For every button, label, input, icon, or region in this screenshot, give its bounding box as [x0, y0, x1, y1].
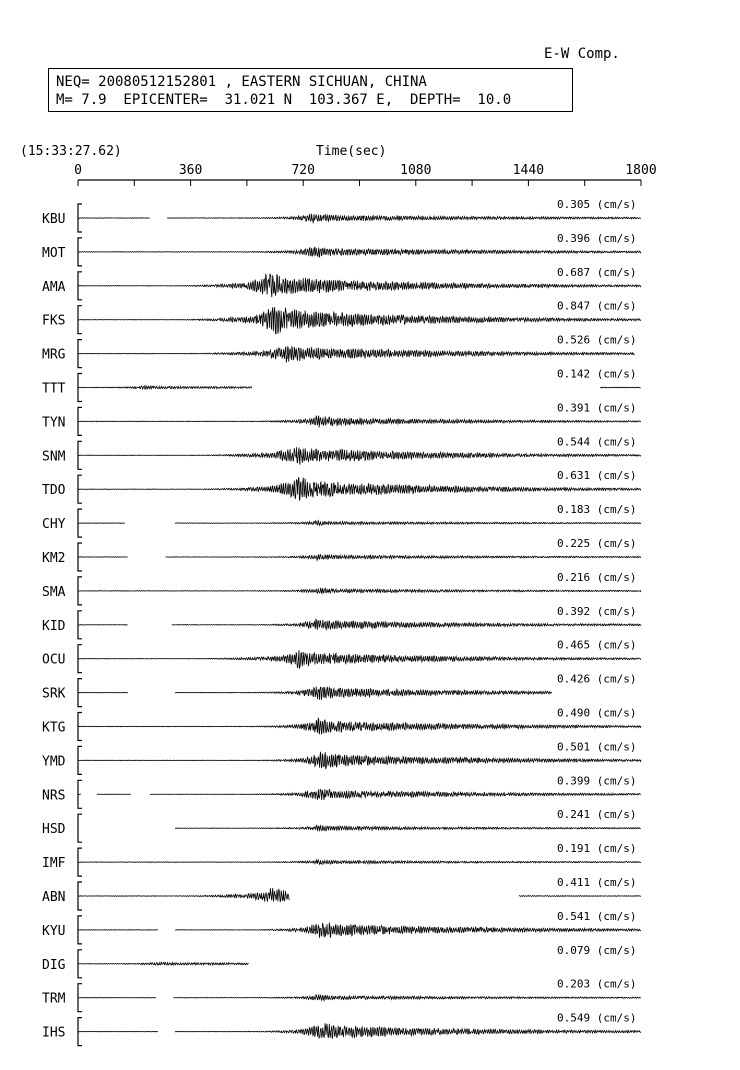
- waveform-trace: [78, 386, 641, 389]
- station-code: NRS: [42, 788, 66, 804]
- max-amplitude-label: 0.241 (cm/s): [557, 808, 637, 822]
- waveform-trace: [78, 789, 641, 800]
- max-amplitude-label: 0.391 (cm/s): [557, 401, 637, 415]
- waveform-trace: [78, 752, 641, 769]
- station-code: KBU: [42, 212, 66, 227]
- waveform-trace: [78, 416, 641, 428]
- waveform-trace: [78, 447, 641, 464]
- max-amplitude-label: 0.526 (cm/s): [557, 333, 637, 347]
- event-line-1: NEQ= 20080512152801 , EASTERN SICHUAN, CHINA: [56, 74, 427, 90]
- x-tick-label: 1440: [512, 163, 545, 178]
- trace-bracket: [78, 814, 82, 842]
- station-code: KID: [42, 618, 66, 634]
- waveform-trace: [78, 521, 641, 526]
- max-amplitude-label: 0.396 (cm/s): [557, 231, 637, 245]
- x-tick-label: 0: [74, 163, 82, 178]
- waveform-trace: [78, 860, 641, 865]
- max-amplitude-label: 0.216 (cm/s): [557, 570, 637, 584]
- max-amplitude-label: 0.465 (cm/s): [557, 638, 637, 652]
- station-code: IMF: [42, 856, 66, 872]
- station-code: TDO: [42, 483, 66, 499]
- station-code: YMD: [42, 754, 66, 770]
- max-amplitude-label: 0.847 (cm/s): [557, 299, 637, 313]
- station-code: OCU: [42, 652, 66, 668]
- waveform-trace: [78, 619, 641, 630]
- waveform-trace: [78, 718, 641, 734]
- max-amplitude-label: 0.399 (cm/s): [557, 774, 637, 788]
- station-code: IHS: [42, 1025, 66, 1041]
- station-code: ABN: [42, 890, 66, 905]
- station-code: TRM: [42, 991, 66, 1007]
- max-amplitude-label: 0.142 (cm/s): [557, 367, 637, 381]
- station-code: KTG: [42, 720, 66, 736]
- station-code: HSD: [42, 822, 66, 838]
- station-code: TYN: [42, 415, 66, 431]
- x-tick-label: 360: [178, 163, 203, 178]
- station-code: FKS: [42, 313, 66, 329]
- waveform-trace: [78, 554, 641, 560]
- max-amplitude-label: 0.203 (cm/s): [557, 977, 637, 991]
- max-amplitude-label: 0.631 (cm/s): [557, 469, 637, 483]
- max-amplitude-label: 0.392 (cm/s): [557, 604, 637, 618]
- max-amplitude-label: 0.501 (cm/s): [557, 740, 637, 754]
- waveform-trace: [78, 923, 641, 938]
- x-tick-label: 720: [291, 163, 315, 178]
- max-amplitude-label: 0.490 (cm/s): [557, 706, 637, 720]
- x-tick-label: 1800: [625, 163, 657, 178]
- waveform-trace: [78, 962, 248, 965]
- station-code: KYU: [42, 923, 66, 939]
- max-amplitude-label: 0.426 (cm/s): [557, 672, 637, 686]
- station-code: MOT: [42, 245, 66, 261]
- station-code: TTT: [42, 381, 66, 397]
- max-amplitude-label: 0.191 (cm/s): [557, 842, 637, 856]
- max-amplitude-label: 0.305 (cm/s): [557, 198, 637, 211]
- waveform-trace: [78, 995, 641, 1001]
- max-amplitude-label: 0.687 (cm/s): [557, 265, 637, 279]
- max-amplitude-label: 0.225 (cm/s): [557, 537, 637, 550]
- waveform-trace: [78, 650, 641, 668]
- start-time-label: (15:33:27.62): [20, 144, 122, 159]
- component-label: E-W Comp.: [544, 46, 620, 62]
- waveform-trace: [78, 1023, 641, 1038]
- station-code: DIG: [42, 957, 66, 973]
- waveform-trace: [78, 687, 552, 700]
- max-amplitude-label: 0.541 (cm/s): [557, 909, 637, 923]
- x-axis-label: Time(sec): [316, 144, 387, 159]
- max-amplitude-label: 0.411 (cm/s): [557, 876, 637, 889]
- waveform-trace: [78, 346, 634, 362]
- waveform-trace: [175, 826, 641, 831]
- station-code: KM2: [42, 551, 66, 566]
- station-code: CHY: [42, 517, 66, 533]
- station-code: SMA: [42, 584, 66, 600]
- waveform-trace: [78, 888, 641, 902]
- event-line-2: M= 7.9 EPICENTER= 31.021 N 103.367 E, DEPTH= 10.0: [56, 92, 512, 108]
- max-amplitude-label: 0.544 (cm/s): [557, 435, 637, 449]
- x-tick-label: 1080: [400, 163, 432, 178]
- waveform-trace: [78, 214, 641, 223]
- max-amplitude-label: 0.183 (cm/s): [557, 503, 637, 517]
- station-code: SNM: [42, 449, 66, 465]
- max-amplitude-label: 0.549 (cm/s): [557, 1011, 637, 1025]
- waveform-trace: [78, 247, 641, 257]
- station-code: SRK: [42, 686, 66, 702]
- station-code: MRG: [42, 347, 66, 363]
- max-amplitude-label: 0.079 (cm/s): [557, 943, 637, 957]
- waveform-trace: [78, 588, 641, 593]
- station-code: AMA: [42, 279, 66, 295]
